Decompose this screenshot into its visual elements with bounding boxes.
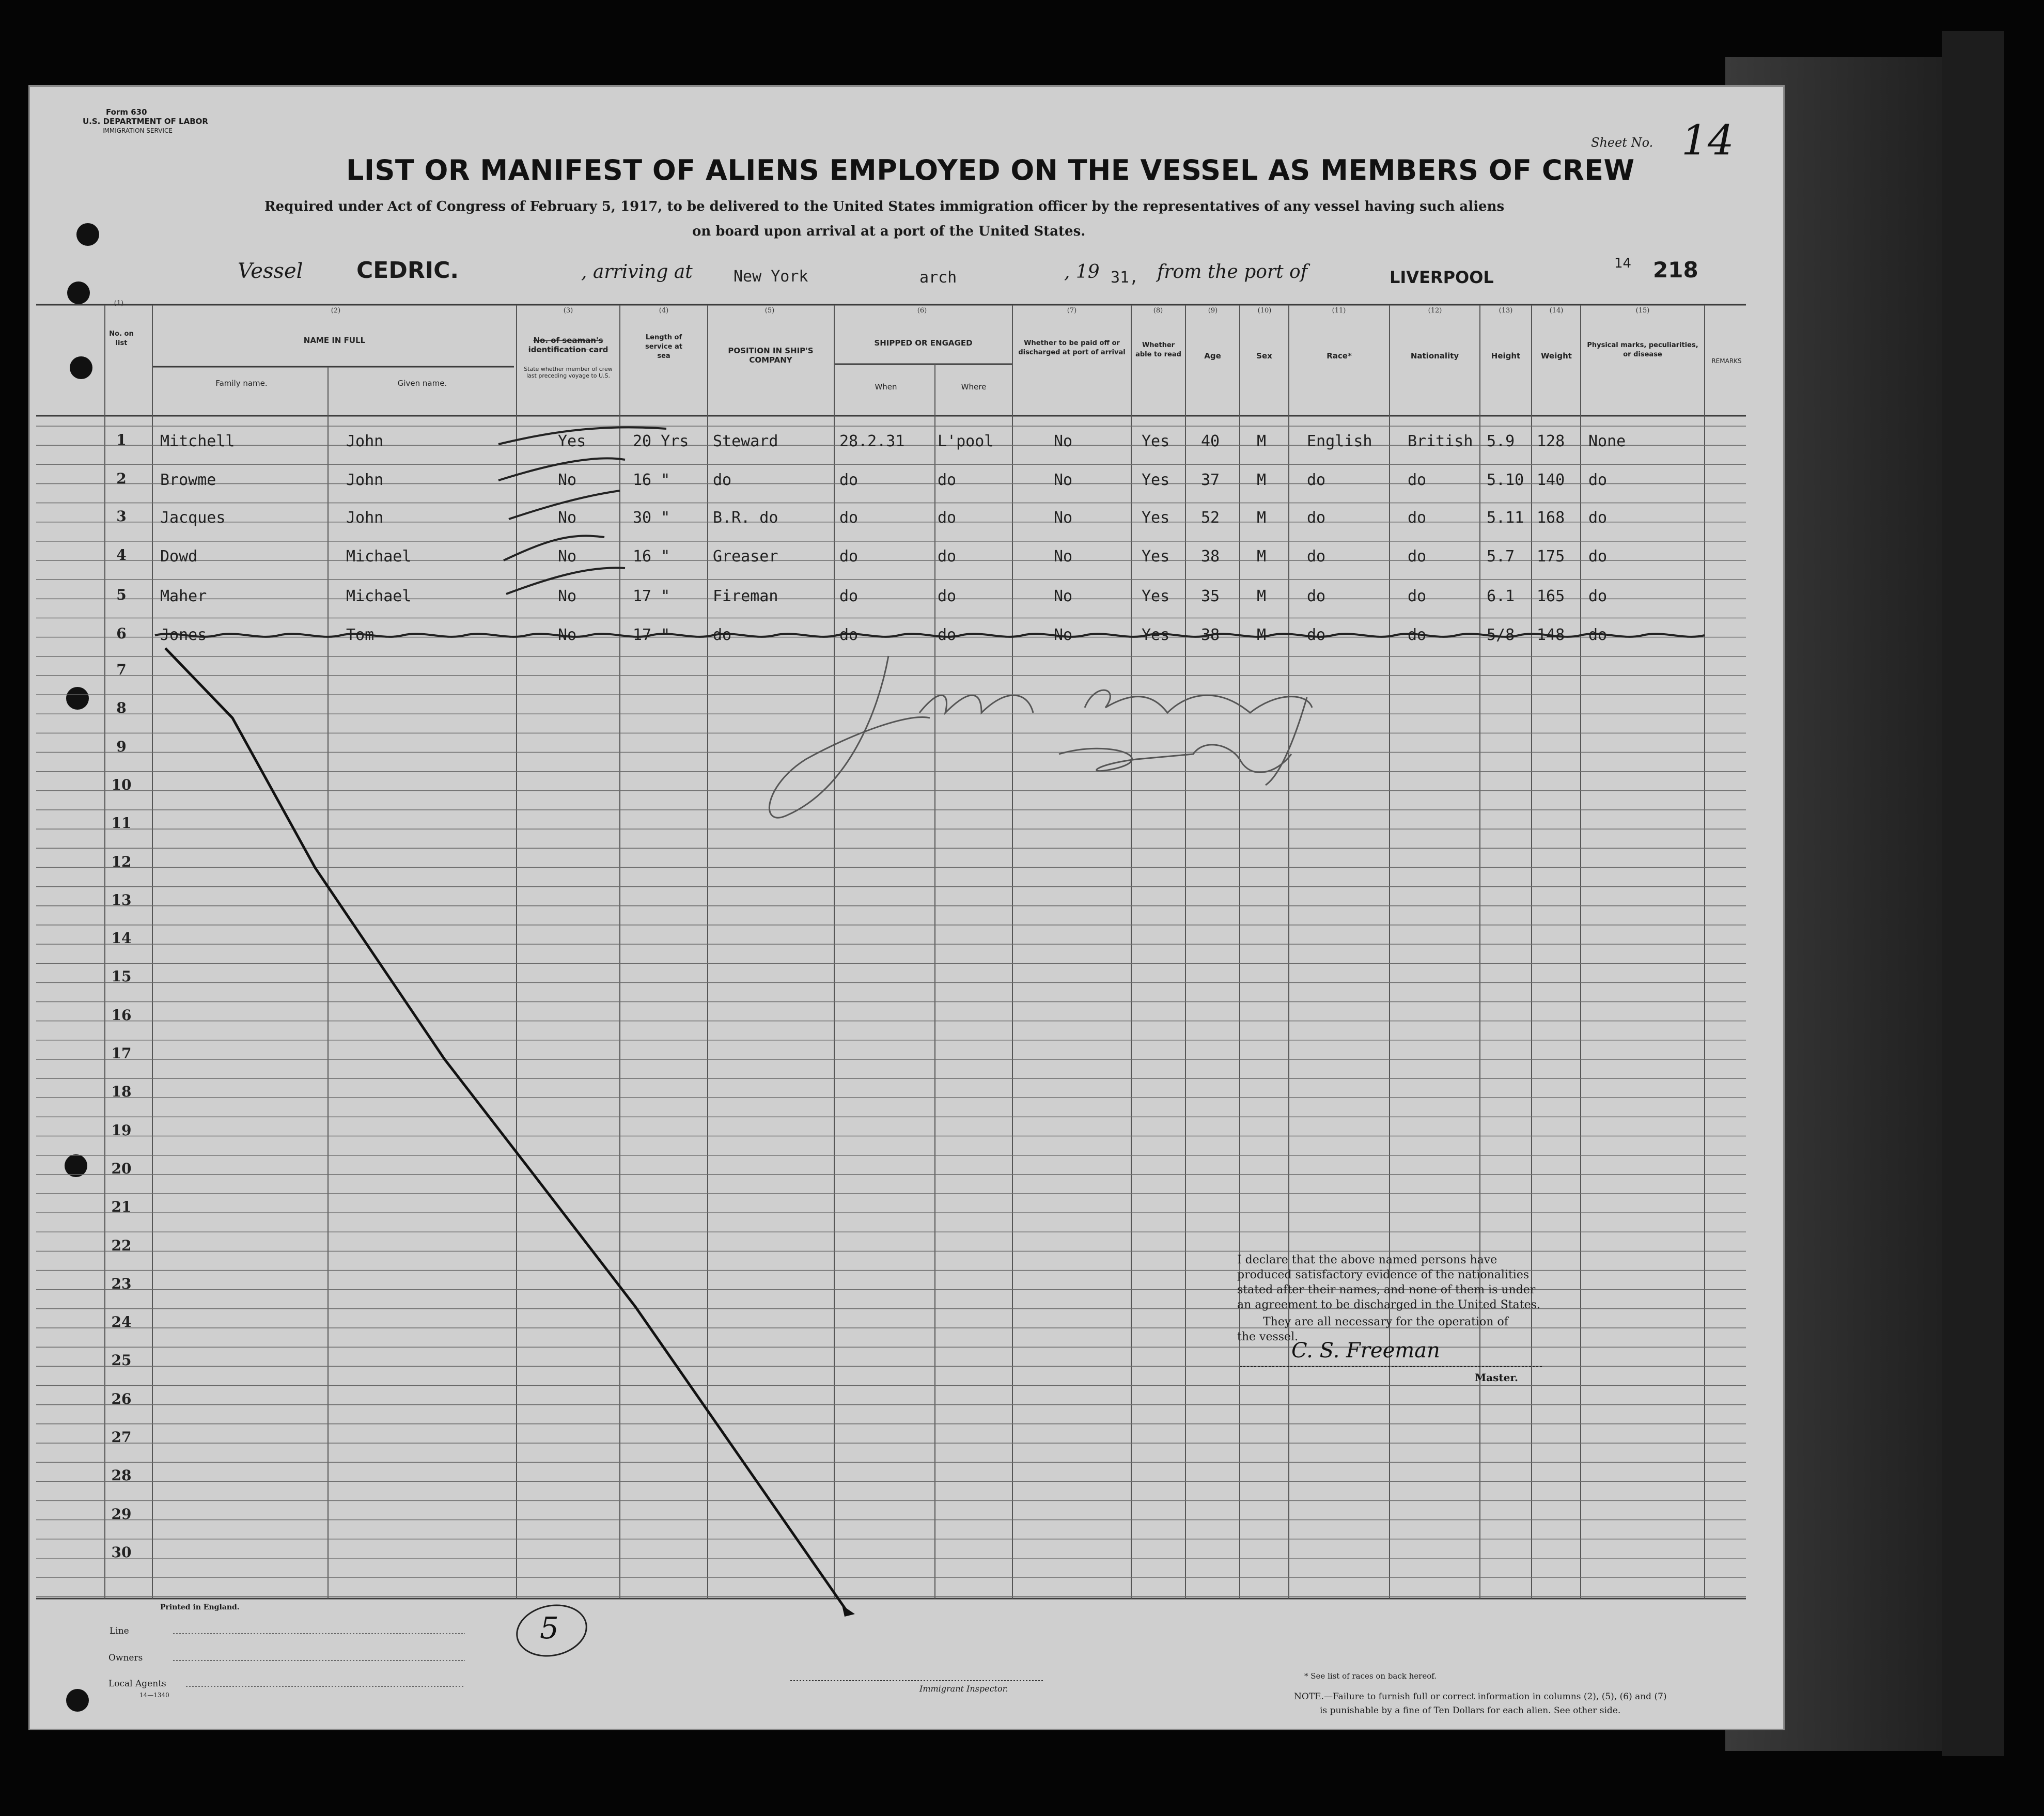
col-header-sex: Sex (1256, 351, 1272, 361)
declaration-line: the vessel. (1237, 1330, 1299, 1343)
age: 38 (1201, 547, 1220, 566)
shipped-when: do (839, 509, 859, 527)
department: U.S. DEPARTMENT OF LABOR (83, 117, 208, 126)
master-label: Master. (1475, 1371, 1518, 1384)
col-header-height: Height (1491, 351, 1521, 361)
col-header-nationality: Nationality (1410, 351, 1459, 361)
row-number: 9 (116, 738, 127, 755)
height: 5.9 (1487, 432, 1515, 450)
physical-marks: do (1588, 547, 1608, 566)
row-number: 1 (116, 431, 127, 448)
col-header-idcard: No. of seaman's identification card (528, 336, 608, 354)
service-length: 30 " (633, 509, 670, 527)
year-suffix: 31, (1111, 269, 1139, 287)
col-header-position: POSITION IN SHIP'S COMPANY (728, 346, 814, 365)
given-name: John (346, 432, 384, 450)
col-header-given: Given name. (397, 379, 447, 388)
previous-voyage: No (558, 587, 577, 605)
agents-label: Local Agents (108, 1679, 166, 1689)
from-port-label: from the port of (1157, 261, 1308, 283)
shipped-where: do (938, 509, 957, 527)
able-to-read: Yes (1142, 547, 1170, 566)
position: Fireman (713, 587, 778, 605)
family-name: Mitchell (160, 432, 235, 450)
declaration-line: an agreement to be discharged in the United States. (1237, 1298, 1540, 1311)
position: B.R. do (713, 509, 778, 527)
row-number: 5 (116, 586, 127, 603)
previous-voyage: No (558, 626, 577, 644)
given-name: Michael (346, 587, 412, 605)
able-to-read: Yes (1142, 509, 1170, 527)
col-header-where: Where (961, 382, 987, 392)
shipped-when: do (839, 587, 859, 605)
physical-marks: do (1588, 626, 1608, 644)
race: do (1307, 587, 1326, 605)
row-number: 2 (116, 470, 127, 487)
arrival-port: New York (734, 268, 808, 286)
col-num-9: (9) (1208, 307, 1218, 315)
col-num-3: (3) (563, 307, 573, 315)
col-header-age: Age (1204, 351, 1221, 361)
row-number: 25 (111, 1352, 132, 1369)
sheet-label: Sheet No. (1591, 135, 1653, 150)
weight: 128 (1537, 432, 1565, 450)
sheet-number: 14 (1681, 116, 1734, 164)
declaration-block (1237, 1253, 1540, 1344)
physical-marks: None (1588, 432, 1626, 450)
sex: M (1257, 509, 1267, 527)
declaration-line: I declare that the above named persons have (1237, 1254, 1497, 1266)
page-title: LIST OR MANIFEST OF ALIENS EMPLOYED ON THE VESSEL AS MEMBERS OF CREW (346, 154, 1635, 186)
nationality: do (1408, 626, 1427, 644)
service-length: 17 " (633, 587, 670, 605)
sex: M (1257, 587, 1267, 605)
weight: 140 (1537, 471, 1565, 489)
age: 52 (1201, 509, 1220, 527)
family-name: Dowd (160, 547, 198, 566)
previous-voyage: No (558, 471, 577, 489)
physical-marks: do (1588, 471, 1608, 489)
paid-off: No (1054, 509, 1073, 527)
col-num-14: (14) (1549, 307, 1564, 315)
family-name: Jacques (160, 509, 226, 527)
races-note: * See list of races on back hereof. (1304, 1671, 1437, 1681)
page-subtitle-2: on board upon arrival at a port of the United States. (692, 224, 1086, 239)
previous-voyage: No (558, 509, 577, 527)
cancellation-line (165, 648, 847, 1611)
previous-voyage: No (558, 547, 577, 566)
given-name: John (346, 471, 384, 489)
col-num-10: (10) (1257, 307, 1272, 315)
age: 35 (1201, 587, 1220, 605)
col-header-no: No. on list (109, 330, 134, 347)
able-to-read: Yes (1142, 587, 1170, 605)
col-num-7: (7) (1067, 307, 1077, 315)
stamp-small: 14 (1614, 256, 1632, 271)
row-number: 23 (111, 1275, 132, 1292)
col-num-1: (1) (114, 300, 124, 307)
row-number: 20 (111, 1160, 132, 1177)
row-number: 13 (111, 891, 132, 909)
able-to-read: Yes (1142, 471, 1170, 489)
col-num-4: (4) (659, 307, 669, 315)
col-num-5: (5) (764, 307, 775, 315)
row-number: 29 (111, 1505, 132, 1523)
col-num-2: (2) (331, 307, 341, 315)
row-number: 14 (111, 930, 132, 947)
shipped-when: do (839, 547, 859, 566)
row-number: 28 (111, 1467, 132, 1484)
nationality: do (1408, 547, 1427, 566)
row-number: 12 (111, 853, 132, 870)
sex: M (1257, 626, 1267, 644)
height: 5.7 (1487, 547, 1515, 566)
row-number: 10 (111, 776, 132, 793)
age: 40 (1201, 432, 1220, 450)
vessel-label: Vessel (238, 259, 303, 283)
shipped-when: 28.2.31 (839, 432, 905, 450)
row-number: 11 (111, 815, 132, 832)
weight: 148 (1537, 626, 1565, 644)
paid-off: No (1054, 471, 1073, 489)
col-header-prev-voyage: State whether member of crew last preceding voyage to U.S. (524, 366, 613, 379)
family-name: Jones (160, 626, 207, 644)
row-number: 21 (111, 1198, 132, 1216)
year-prefix: , 19 (1064, 261, 1100, 283)
col-num-13: (13) (1499, 307, 1513, 315)
service-length: 17 " (633, 626, 670, 644)
col-num-15: (15) (1635, 307, 1650, 315)
shipped-when: do (839, 626, 859, 644)
arrival-month: arch (919, 269, 957, 287)
given-name: Tom (346, 626, 375, 644)
race: English (1307, 432, 1372, 450)
col-header-family: Family name. (215, 379, 268, 388)
nationality: do (1408, 509, 1427, 527)
departure-port: LIVERPOOL (1390, 268, 1494, 287)
inspector-signature (769, 656, 1312, 818)
service: IMMIGRATION SERVICE (102, 127, 173, 134)
row-number: 27 (111, 1429, 132, 1446)
service-length: 16 " (633, 547, 670, 566)
declaration-line: They are all necessary for the operation of (1263, 1316, 1508, 1328)
height: 6.1 (1487, 587, 1515, 605)
penalty-note: NOTE.—Failure to furnish full or correct information in columns (2), (5), (6) and (7) (1294, 1692, 1667, 1702)
penalty-note-2: is punishable by a fine of Ten Dollars for each alien. See other side. (1320, 1705, 1621, 1716)
shipped-where: do (938, 626, 957, 644)
stamp-number: 218 (1653, 257, 1698, 283)
paid-off: No (1054, 626, 1073, 644)
weight: 168 (1537, 509, 1565, 527)
vessel-name: CEDRIC. (356, 257, 459, 284)
row-number: 6 (116, 625, 127, 642)
declaration-line: produced satisfactory evidence of the nationalities (1237, 1269, 1530, 1281)
inspector-label: Immigrant Inspector. (919, 1684, 1008, 1694)
row-number: 16 (111, 1006, 132, 1024)
given-name: John (346, 509, 384, 527)
position: Greaser (713, 547, 778, 566)
col-header-service: Length of service at sea (645, 334, 682, 360)
sex: M (1257, 547, 1267, 566)
age: 38 (1201, 626, 1220, 644)
col-num-6: (6) (917, 307, 927, 315)
page-subtitle: Required under Act of Congress of February 5, 1917, to be delivered to the United States immigration officer by the representatives of any vessel having such aliens (264, 199, 1505, 214)
row-number: 3 (116, 508, 127, 525)
position: do (713, 626, 732, 644)
col-num-12: (12) (1428, 307, 1442, 315)
arriving-label: , arriving at (581, 261, 693, 283)
row-number: 7 (116, 661, 127, 678)
race: do (1307, 547, 1326, 566)
col-header-remarks: REMARKS (1711, 357, 1742, 365)
age: 37 (1201, 471, 1220, 489)
shipped-where: do (938, 471, 957, 489)
race: do (1307, 471, 1326, 489)
row-number: 17 (111, 1045, 132, 1062)
family-name: Maher (160, 587, 207, 605)
position: Steward (713, 432, 778, 450)
owners-label: Owners (108, 1653, 143, 1663)
row-number: 4 (116, 546, 127, 563)
service-length: 16 " (633, 471, 670, 489)
race: do (1307, 626, 1326, 644)
weight: 165 (1537, 587, 1565, 605)
circled-number: 5 (540, 1610, 559, 1646)
col-header-weight: Weight (1541, 351, 1572, 361)
nationality: do (1408, 471, 1427, 489)
nationality: do (1408, 587, 1427, 605)
col-header-when: When (875, 382, 897, 392)
paid-off: No (1054, 432, 1073, 450)
col-header-marks: Physical marks, peculiarities, or disease (1587, 341, 1698, 358)
row-number: 24 (111, 1313, 132, 1331)
position: do (713, 471, 732, 489)
line-label: Line (110, 1626, 129, 1636)
sex: M (1257, 432, 1267, 450)
given-name: Michael (346, 547, 412, 566)
physical-marks: do (1588, 509, 1608, 527)
paid-off: No (1054, 547, 1073, 566)
col-num-8: (8) (1153, 307, 1163, 315)
row-number: 30 (111, 1543, 132, 1561)
family-name: Browme (160, 471, 216, 489)
col-header-name: NAME IN FULL (303, 336, 366, 345)
height: 5.11 (1487, 509, 1524, 527)
row-number: 18 (111, 1083, 132, 1101)
col-num-11: (11) (1332, 307, 1346, 315)
form-number: Form 630 (106, 107, 147, 117)
row-number: 8 (116, 699, 127, 717)
row-number: 26 (111, 1390, 132, 1407)
height: 5/8 (1487, 626, 1515, 644)
service-length: 20 Yrs (633, 432, 689, 450)
weight: 175 (1537, 547, 1565, 566)
shipped-where: do (938, 587, 957, 605)
agents-code: 14—1340 (139, 1692, 169, 1699)
row-number: 15 (111, 968, 132, 985)
col-header-read: Whether able to read (1135, 341, 1181, 358)
race: do (1307, 509, 1326, 527)
col-header-paid-off: Whether to be paid off or discharged at port of arrival (1018, 339, 1126, 356)
declaration-line: stated after their names, and none of them is under (1237, 1283, 1536, 1296)
row-number: 19 (111, 1121, 132, 1139)
able-to-read: Yes (1142, 432, 1170, 450)
col-header-race: Race* (1327, 351, 1352, 361)
height: 5.10 (1487, 471, 1524, 489)
paid-off: No (1054, 587, 1073, 605)
col-header-shipped: SHIPPED OR ENGAGED (874, 338, 973, 348)
physical-marks: do (1588, 587, 1608, 605)
able-to-read: Yes (1142, 626, 1170, 644)
previous-voyage: Yes (558, 432, 586, 450)
row-number: 22 (111, 1236, 132, 1254)
master-signature: C. S. Freeman (1291, 1339, 1440, 1363)
printed-note: Printed in England. (160, 1603, 240, 1611)
sex: M (1257, 471, 1267, 489)
shipped-when: do (839, 471, 859, 489)
nationality: British (1408, 432, 1473, 450)
shipped-where: L'pool (938, 432, 994, 450)
shipped-where: do (938, 547, 957, 566)
